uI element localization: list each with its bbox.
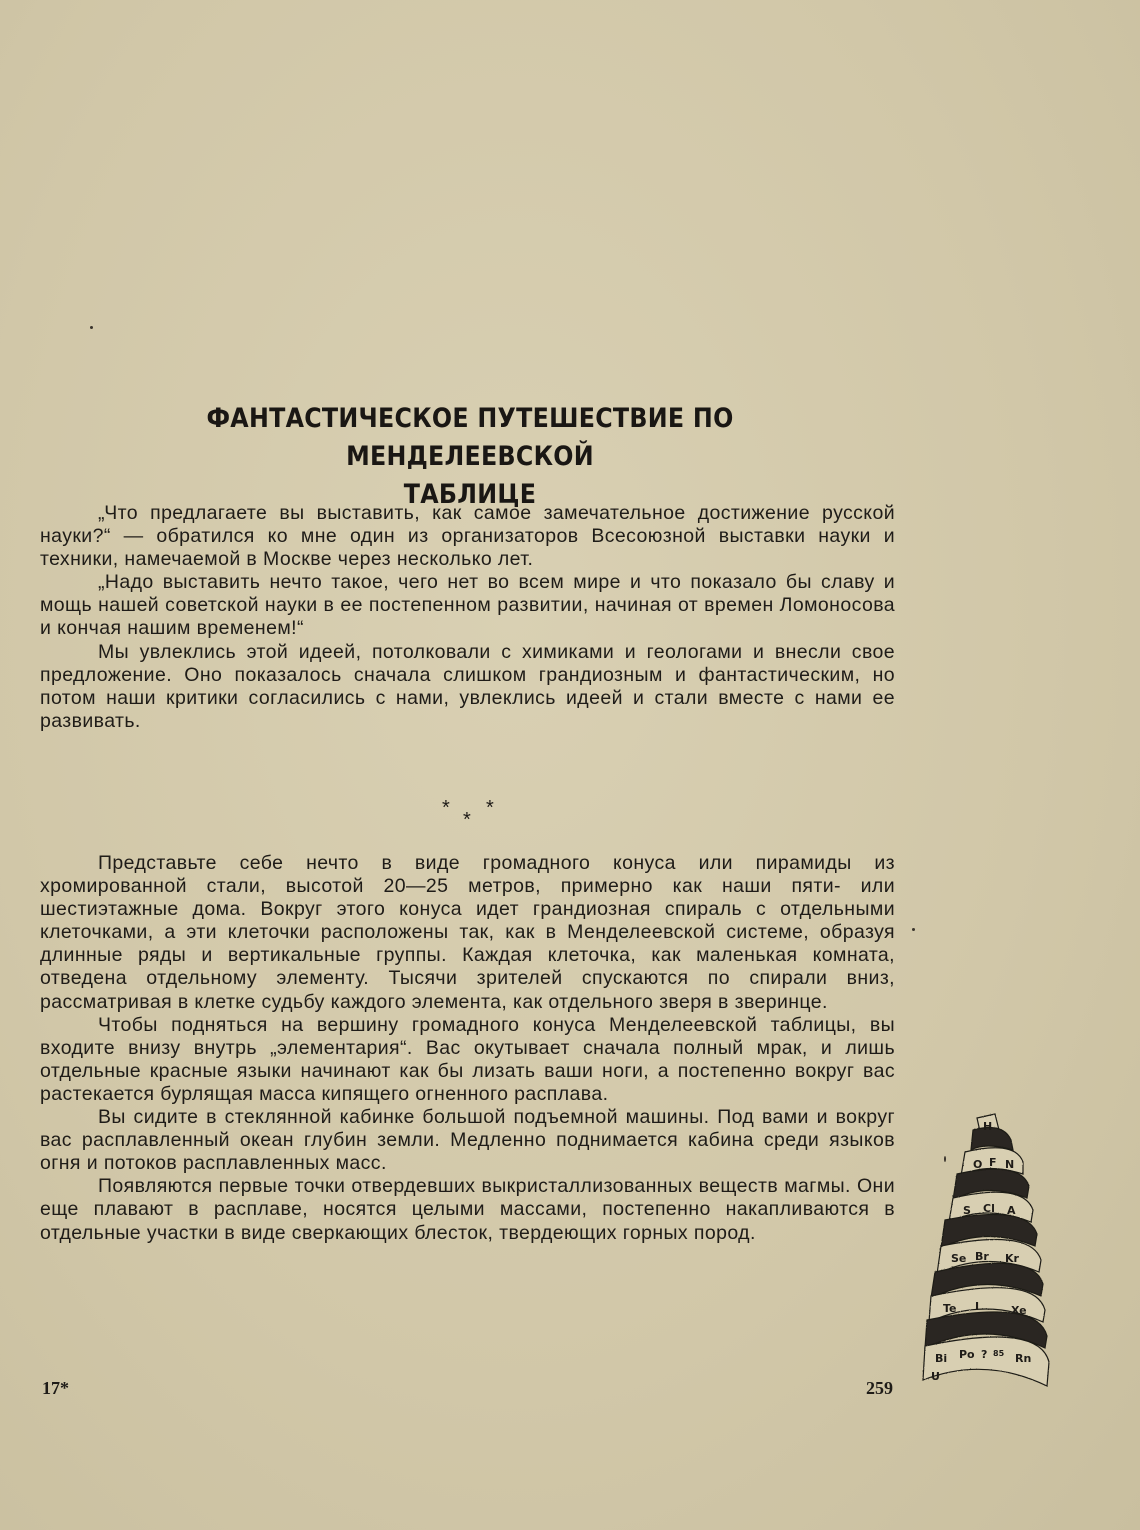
article-title xyxy=(92,400,849,514)
section-separator xyxy=(430,797,510,831)
separator-star: * xyxy=(463,809,471,831)
paragraph: Вы сидите в стеклянной кабинке большой подъемной машины. Под вами и вокруг вас расплавленный океан глубин земли. Медленно поднимается кабина среди языков огня и потоков расплавленных масс. xyxy=(40,1106,895,1175)
element-symbol: Po xyxy=(959,1348,975,1361)
intro-text xyxy=(40,502,895,733)
paragraph: „Надо выставить нечто такое, чего нет во всем мире и что показало бы славу и мощь нашей советской науки в ее постепенном развитии, начиная от времен Ломоносова и кончая нашим временем!“ xyxy=(40,571,895,640)
paper-speck xyxy=(912,928,915,931)
element-symbol: N xyxy=(1005,1158,1015,1171)
element-symbol: ? xyxy=(981,1348,988,1361)
element-symbol: Bi xyxy=(935,1352,948,1365)
element-symbol: Br xyxy=(975,1250,989,1263)
element-symbol: O xyxy=(973,1158,983,1171)
element-symbol: I xyxy=(975,1300,980,1313)
paragraph: „Что предлагаете вы выставить, как самое замечательное достижение русской науки?“ — обратился ко мне один из организаторов Всесоюзной выставки науки и техники, намечаемой в Москве через несколько лет. xyxy=(40,502,895,571)
element-symbol: Te xyxy=(943,1302,957,1315)
element-symbol: 85 xyxy=(993,1349,1005,1358)
element-symbol: U xyxy=(931,1370,940,1383)
signature-mark: 17* xyxy=(42,1378,69,1398)
paragraph: Представьте себе нечто в виде громадного конуса или пирамиды из хромированной стали, высотой 20—25 метров, примерно как наши пяти- или шестиэтажные дома. Вокруг этого конуса идет грандиозная спираль с отдельными клеточками, а эти клеточки расположены так, как в Менделеевской системе, образуя длинные ряды и вертикальные группы. Каждая клеточка, как маленькая комната, отведена отдельному элементу. Тысячи зрителей спускаются по спирали вниз, рассматривая в клетке судьбу каждого элемента, как отдельного зверя в зверинце. xyxy=(40,852,895,1013)
element-symbol: A xyxy=(1007,1204,1016,1217)
separator-star: * xyxy=(442,797,450,819)
main-text xyxy=(40,852,895,1245)
title-line-2: ТАБЛИЦЕ xyxy=(403,479,537,510)
element-symbol: F xyxy=(989,1156,997,1169)
paragraph: Появляются первые точки отвердевших выкристаллизованных веществ магмы. Они еще плавают в расплаве, носятся целыми массами, постепенно накапливаются в отдельные участки в виде сверкающих блесток, твердеющих горных пород. xyxy=(40,1175,895,1244)
element-symbol: H xyxy=(983,1120,993,1133)
element-symbol: S xyxy=(963,1204,971,1217)
title-line-1: ФАНТАСТИЧЕСКОЕ ПУТЕШЕСТВИЕ ПО МЕНДЕЛЕЕВСКОЙ xyxy=(206,403,734,472)
element-symbol: Se xyxy=(951,1252,967,1265)
paragraph: Чтобы подняться на вершину громадного конуса Менделеевской таблицы, вы входите внизу внутрь „элементария“. Вас окутывает сначала полный мрак, и лишь отдельные красные языки начинают как бы лизать ваши ноги, а постепенно вокруг вас растекается бурлящая масса кипящего огненного расплава. xyxy=(40,1013,895,1105)
paper-speck xyxy=(90,326,93,329)
element-symbol: Cl xyxy=(983,1202,995,1215)
mendeleev-spiral-illustration xyxy=(915,1100,1055,1400)
element-symbol: Rn xyxy=(1015,1352,1032,1365)
element-symbol: Kr xyxy=(1005,1252,1019,1265)
paper-speck xyxy=(944,1156,946,1162)
element-symbol: Xe xyxy=(1011,1304,1027,1317)
page-number: 259 xyxy=(866,1378,893,1398)
paragraph: Мы увлеклись этой идеей, потолковали с химиками и геологами и внесли свое предложение. Оно показалось сначала слишком грандиозным и фантастическим, но потом наши критики согласились с нами, увлеклись идеей и стали вместе с нами ее развивать. xyxy=(40,640,895,732)
separator-star: * xyxy=(486,797,494,819)
